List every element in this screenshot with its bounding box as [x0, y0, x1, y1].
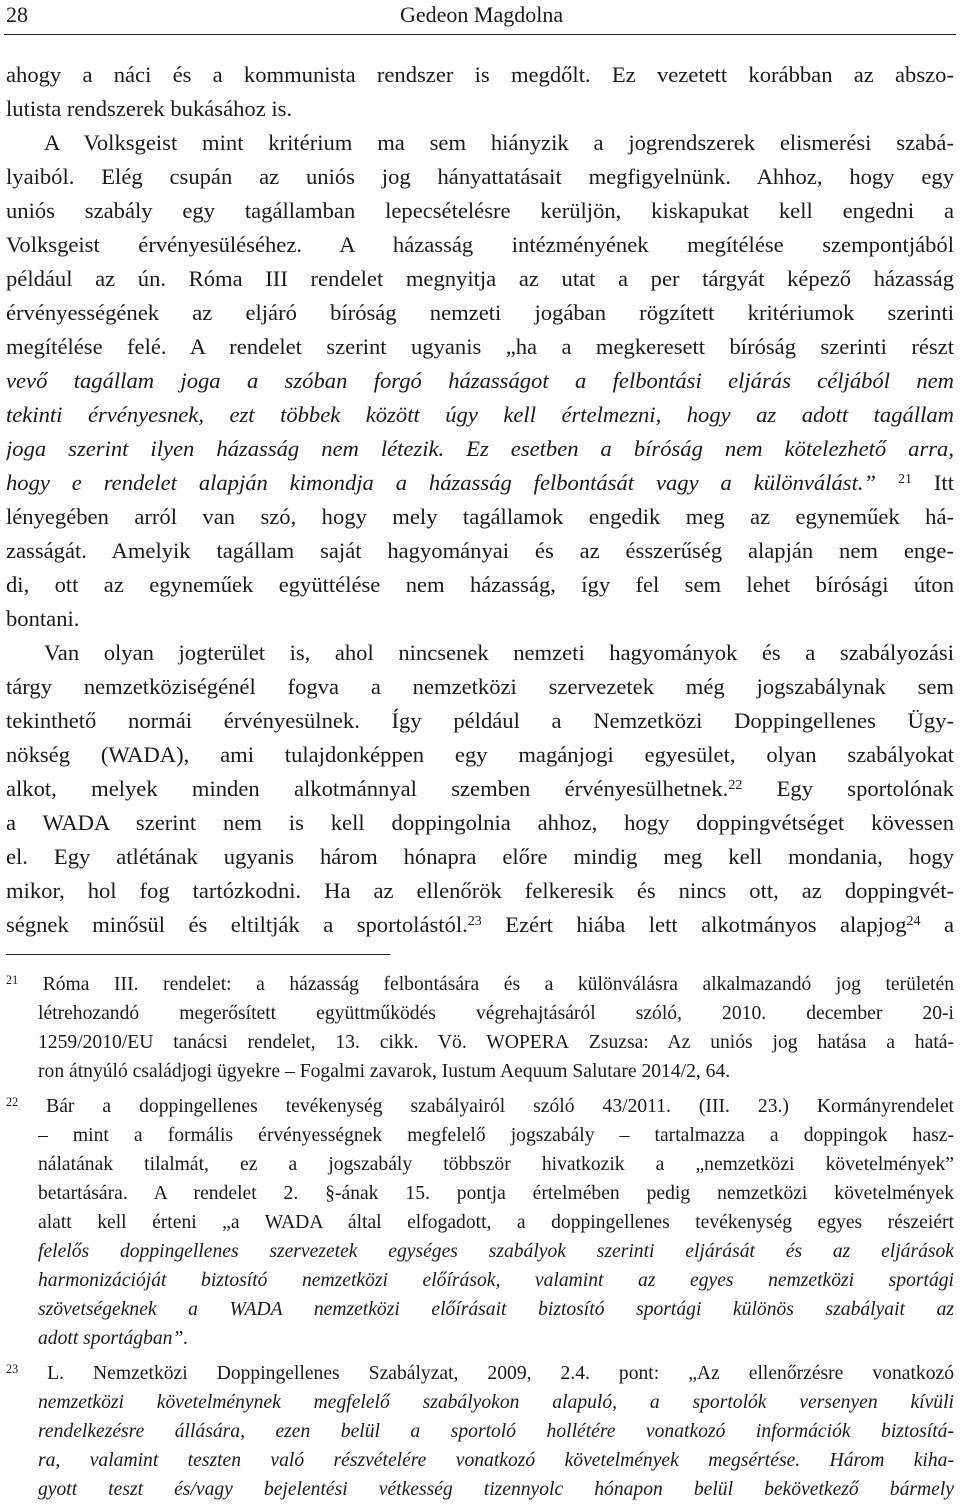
footnote-text: Róma III. rendelet: a házasság felbontására és a különválásra alkalmazandó jog területén — [42, 974, 954, 995]
body-line: Volksgeist érvényesüléséhez. A házasság intézményének megítélése szempontjából — [6, 232, 954, 257]
body-line: A Volksgeist mint kritérium ma sem hiányzik a jogrendszerek elismerési szabá- — [44, 130, 954, 155]
body-line: mikor, hol fog tartózkodni. Ha az ellenőrök felkeresik és nincs ott, az doppingvét- — [6, 878, 954, 903]
body-line: például az ún. Róma III rendelet megnyitja az utat a per tárgyát képező házasság — [6, 266, 954, 291]
body-line-text: ségnek minősül és eltiltják a sportolástól. — [6, 912, 468, 937]
footnote-22 — [6, 1092, 954, 1121]
body-line: bontani. — [6, 606, 80, 631]
footnote-text: Zsuzsa: Az uniós jog hatása a hatá- — [588, 1032, 954, 1053]
body-line-text: Ezért hiába lett alkotmányos alapjog — [505, 912, 907, 937]
footnote-text: L. Nemzetközi Doppingellenes Szabályzat, 2009, 2.4. pont: „Az ellenőrzésre vonatkozó — [47, 1363, 954, 1384]
footnote-line: rendelkezésre állására, ezen belül a sportoló hollétére vonatkozó információk biztosítá- — [38, 1421, 954, 1442]
footnote-line: nemzetközi követelménynek megfelelő szabályokon alapuló, a sportolók versenyen kívüli — [38, 1392, 954, 1413]
footnote-number: 23 — [6, 1361, 19, 1376]
body-line: tekinthető normái érvényesülnek. Így például a Nemzetközi Doppingellenes Ügy- — [6, 708, 954, 733]
footnote-line: szövetségeknek a WADA nemzetközi előírásait biztosító sportági különös szabályait az — [38, 1299, 954, 1320]
footnote-line: ron átnyúló családjogi ügyekre – Fogalmi zavarok, Iustum Aequum Salutare 2014/2, 64. — [38, 1061, 731, 1082]
body-line-text: hogy e rendelet alapján kimondja a házasság felbontását vagy a különválást.” — [6, 470, 877, 495]
footnote-text: 1259/2010/EU tanácsi rendelet, 13. cikk. Vö. W — [38, 1032, 505, 1053]
body-line: Van olyan jogterület is, ahol nincsenek nemzeti hagyományok és a szabályozási — [44, 640, 954, 665]
footnote-separator — [6, 954, 390, 955]
body-line — [6, 908, 954, 942]
footnote-23 — [6, 1359, 954, 1388]
footnote-line: – mint a formális érvényességnek megfelelő jogszabály – tartalmazza a doppingok hasz- — [38, 1125, 954, 1146]
header-rule — [4, 34, 956, 35]
body-line: a WADA szerint nem is kell doppingolnia ahhoz, hogy doppingvétséget kövessen — [6, 810, 954, 835]
footnote-line: betartására. A rendelet 2. §-ának 15. pontja értelmében pedig nemzetközi követelmények — [38, 1183, 954, 1204]
body-line — [6, 466, 954, 500]
footnote-ref-24[interactable]: 24 — [906, 914, 921, 929]
footnote-line — [38, 1028, 954, 1057]
footnote-line: adott sportágban”. — [38, 1328, 189, 1349]
footnote-line: alatt kell érteni „a WADA által elfogadott, a doppingellenes tevékenység egyes részeiért — [38, 1212, 954, 1233]
body-line: tekinti érvényesnek, ezt többek között úgy kell értelmezni, hogy az adott tagállam — [6, 402, 954, 427]
footnote-ref-22[interactable]: 22 — [728, 778, 743, 793]
footnote-line: harmonizációját biztosító nemzetközi előírások, valamint az egyes nemzetközi sportági — [38, 1270, 954, 1291]
body-line-text: alkot, melyek minden alkotmánnyal szemben érvényesülhetnek. — [6, 776, 729, 801]
body-line: ahogy a náci és a kommunista rendszer is megdőlt. Ez vezetett korábban az abszo- — [6, 62, 954, 87]
footnote-line: ra, valamint teszten való részvételére vonatkozó követelmények megsértése. Három kiha- — [38, 1450, 954, 1471]
body-line: nökség (WADA), ami tulajdonképpen egy magánjogi egyesület, olyan szabályokat — [6, 742, 954, 767]
footnote-line: felelős doppingellenes szervezetek egységes szabályok szerinti eljárását és az eljárások — [38, 1241, 954, 1262]
footnote-number: 22 — [6, 1094, 19, 1109]
body-line: megítélése felé. A rendelet szerint ugyanis „ha a megkeresett bíróság szerinti részt — [6, 334, 954, 359]
page-header — [0, 0, 960, 36]
body-line — [6, 772, 954, 806]
body-line: lyaiból. Elég csupán az uniós jog hányattatásait megfigyelnünk. Ahhoz, hogy egy — [6, 164, 954, 189]
body-line-text: Itt — [933, 470, 954, 495]
footnote-text: Bár a doppingellenes tevékenység szabályairól szóló 43/2011. (III. 23.) Kormányrendelet — [46, 1096, 954, 1117]
body-line: joga szerint ilyen házasság nem létezik. Ez esetben a bíróság nem kötelezhető arra, — [6, 436, 954, 461]
body-line: tárgy nemzetköziségénél fogva a nemzetközi szervezetek még jogszabálynak sem — [6, 674, 954, 699]
body-line: lényegében arról van szó, hogy mely tagállamok engedik meg az egyneműek há- — [6, 504, 954, 529]
body-line: érvényességének az eljáró bíróság nemzeti jogában rögzített kritériumok szerinti — [6, 300, 954, 325]
body-line: el. Egy atlétának ugyanis három hónapra előre mindig meg kell mondania, hogy — [6, 844, 954, 869]
footnote-line: gyott teszt és/vagy bejelentési vétkesség tizennyolc hónapon belül bekövetkező bármely — [38, 1479, 954, 1500]
body-line: lutista rendszerek bukásához is. — [6, 96, 293, 121]
footnote-ref-21[interactable]: 21 — [898, 472, 912, 487]
footnote-line: létrehozandó megerősített együttműködés végrehajtásáról szóló, 2010. december 20-i — [38, 1003, 954, 1024]
body-line: uniós szabály egy tagállamban lepecsételésre kerüljön, kiskapukat kell engedni a — [6, 198, 954, 223]
body-line: zasságát. Amelyik tagállam saját hagyományai és az ésszerűség alapján nem enge- — [6, 538, 954, 563]
footnote-number: 21 — [6, 972, 19, 987]
body-line: di, ott az egyneműek együttélése nem házasság, így fel sem lehet bírósági úton — [6, 572, 954, 597]
footnote-ref-23[interactable]: 23 — [467, 914, 482, 929]
body-line-text: Egy sportolónak — [776, 776, 954, 801]
running-head: Gedeon Magdolna — [400, 2, 564, 27]
page-number: 28 — [6, 2, 28, 27]
author-name-smallcaps: OPERA — [504, 1032, 569, 1053]
footnote-line: nálatának tilalmát, ez a jogszabály többször hivatkozik a „nemzetközi követelmények” — [38, 1154, 954, 1175]
footnote-21 — [6, 970, 954, 999]
body-line-text: a — [943, 912, 954, 937]
body-line: vevő tagállam joga a szóban forgó házasságot a felbontási eljárás céljából nem — [6, 368, 954, 393]
